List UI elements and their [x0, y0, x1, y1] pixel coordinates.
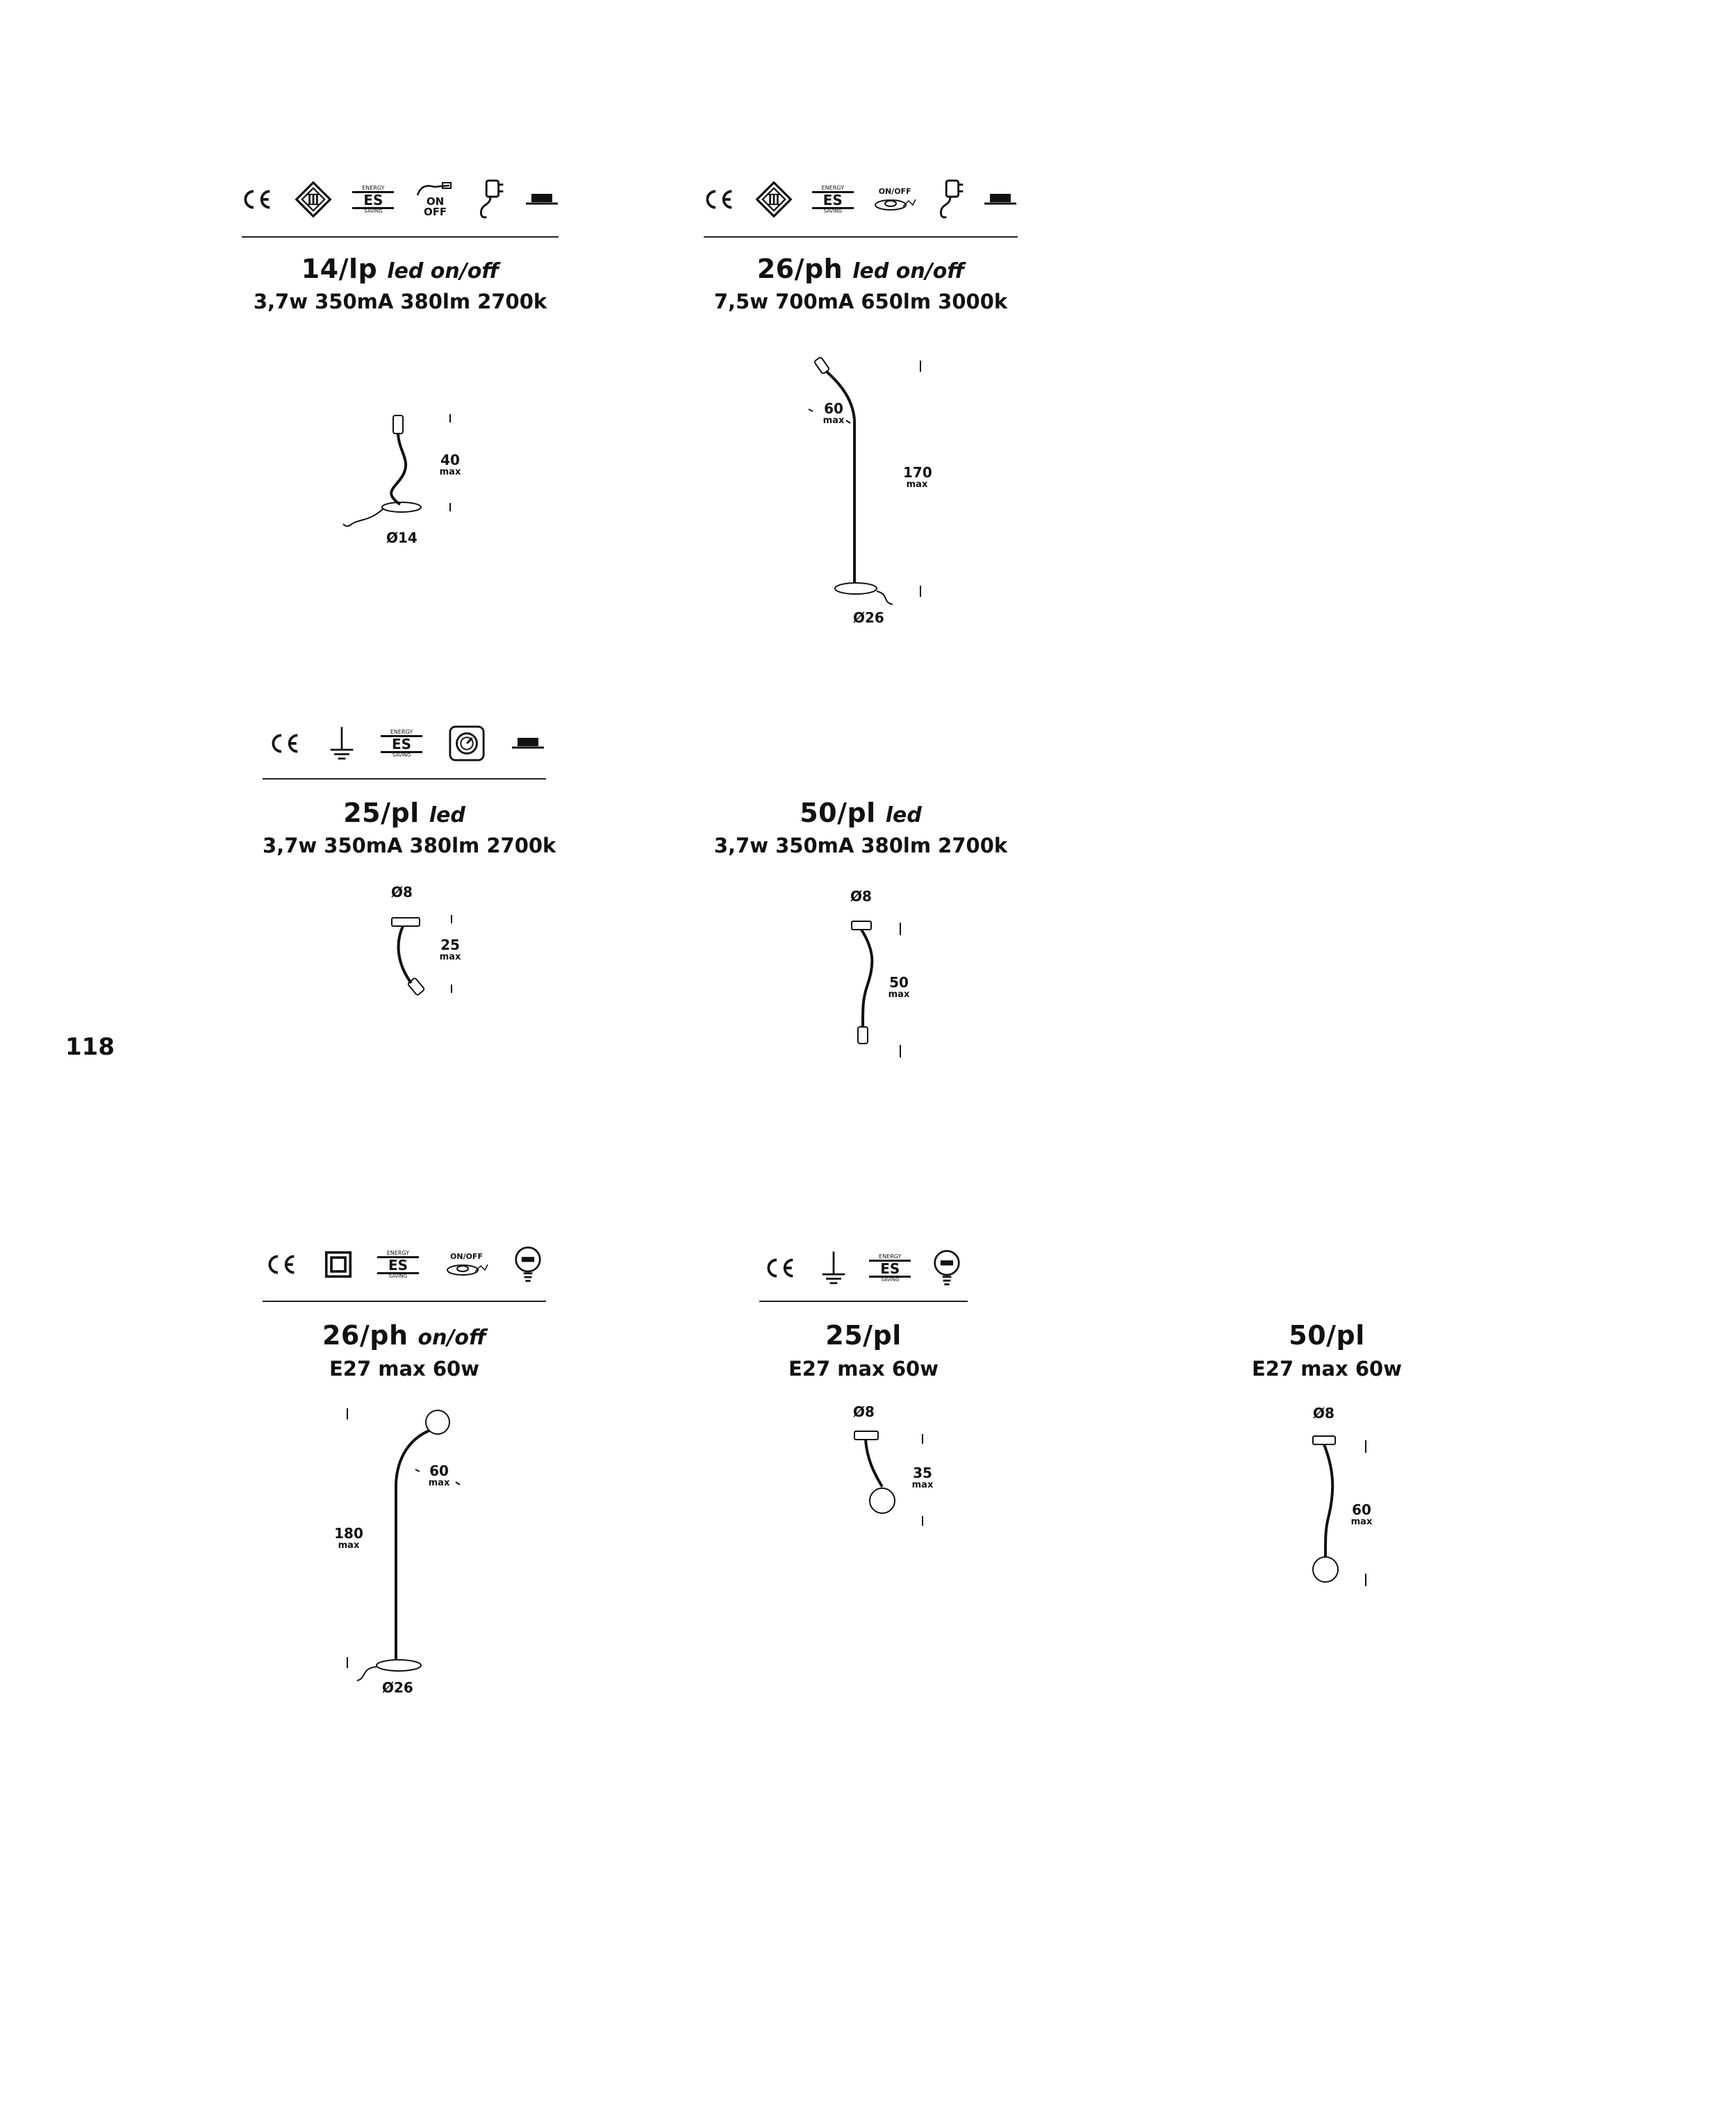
earth-ground-icon: [328, 725, 356, 761]
led-icon: [511, 735, 545, 752]
product-title: [1223, 1320, 1431, 1351]
bulb-icon: [514, 1245, 542, 1284]
canopy-diameter: Ø8: [391, 884, 413, 900]
certification-icons-row: [267, 719, 545, 768]
energy-saving-icon: ENERGY ES SAVING: [377, 1251, 419, 1279]
energy-saving-icon: ENERGY ES SAVING: [381, 730, 422, 758]
certification-icons-row: [763, 1244, 961, 1292]
height-dimension: 25 max: [439, 937, 461, 962]
product-title: [263, 1320, 546, 1351]
page-number: 118: [65, 1033, 115, 1061]
divider-rule: [263, 1301, 546, 1302]
product-title: [759, 1320, 968, 1351]
on-off-dimmer-icon: ON/OFF: [873, 188, 917, 212]
product-code: 25/pl: [825, 1320, 902, 1351]
on-off-switch-icon: ON OFF: [415, 181, 456, 217]
base-diameter: Ø26: [853, 609, 884, 626]
product-variant: led on/off: [852, 259, 965, 283]
divider-rule: [759, 1301, 968, 1302]
product-variant: led: [885, 803, 922, 827]
product-spec: 3,7w 350mA 380lm 2700k: [263, 834, 556, 857]
height-dimension: 180 max: [334, 1525, 363, 1551]
ce-mark-icon: [763, 1256, 797, 1280]
certification-icons-row: [264, 1240, 542, 1289]
class-iii-icon: [295, 181, 332, 218]
plug-adapter-icon: [936, 179, 964, 220]
product-code: 25/pl: [343, 798, 420, 828]
product-code: 26/ph: [322, 1320, 408, 1351]
ce-mark-icon: [702, 188, 736, 211]
product-title: [263, 798, 546, 828]
product-spec: 3,7w 350mA 380lm 2700k: [713, 834, 1008, 857]
earth-ground-icon: [820, 1250, 848, 1286]
product-code: 50/pl: [800, 798, 876, 828]
dimmer-icon: [448, 725, 486, 762]
height-dimension: 50 max: [888, 974, 910, 1000]
plug-adapter-icon: [477, 179, 504, 220]
product-spec: E27 max 60w: [1252, 1357, 1402, 1381]
product-spec: E27 max 60w: [329, 1357, 479, 1381]
product-variant: led: [429, 803, 465, 827]
base-diameter: Ø26: [382, 1679, 413, 1696]
reach-dimension: 60 max: [428, 1463, 450, 1488]
product-title: [704, 254, 1018, 284]
ce-mark-icon: [240, 188, 274, 211]
divider-rule: [263, 778, 546, 780]
energy-saving-icon: ENERGY ES SAVING: [812, 186, 854, 214]
product-spec: 3,7w 350mA 380lm 2700k: [253, 290, 547, 313]
led-icon: [983, 191, 1018, 208]
product-variant: led on/off: [387, 259, 499, 283]
certification-icons-row: [240, 175, 559, 224]
base-diameter: Ø14: [386, 529, 418, 546]
height-dimension: 35 max: [911, 1465, 934, 1490]
led-icon: [524, 191, 559, 208]
class-iii-icon: [755, 181, 793, 218]
canopy-diameter: Ø8: [1313, 1405, 1334, 1422]
product-title: [704, 798, 1018, 828]
product-spec: 7,5w 700mA 650lm 3000k: [713, 290, 1008, 313]
product-spec: E27 max 60w: [788, 1357, 939, 1381]
product-code: 26/ph: [757, 254, 843, 284]
certification-icons-row: [702, 175, 1018, 224]
on-off-dimmer-icon: ON/OFF: [445, 1253, 489, 1277]
product-code: 50/pl: [1289, 1320, 1365, 1351]
divider-rule: [704, 236, 1018, 238]
floor-lamp-drawing: [792, 351, 945, 629]
class-ii-icon: [324, 1251, 352, 1278]
product-code: 14/lp: [301, 254, 378, 284]
energy-saving-icon: ENERGY ES SAVING: [869, 1254, 911, 1283]
ce-mark-icon: [267, 732, 302, 755]
bulb-icon: [933, 1249, 961, 1287]
canopy-diameter: Ø8: [850, 888, 872, 905]
reach-dimension: 60 max: [822, 400, 845, 426]
height-dimension: 60 max: [1350, 1501, 1373, 1527]
product-variant: on/off: [418, 1326, 487, 1350]
energy-saving-icon: ENERGY ES SAVING: [352, 186, 394, 214]
ce-mark-icon: [264, 1253, 299, 1276]
divider-rule: [242, 236, 559, 238]
canopy-diameter: Ø8: [853, 1403, 875, 1420]
product-title: [242, 254, 559, 284]
height-dimension: 170 max: [903, 464, 932, 490]
height-dimension: 40 max: [439, 452, 461, 477]
